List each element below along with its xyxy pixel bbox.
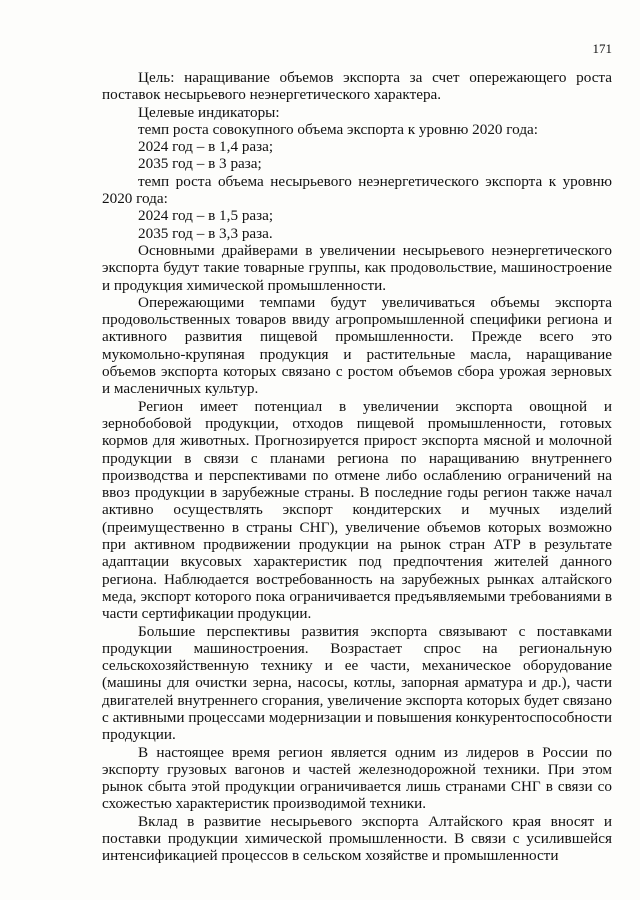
page-number: 171 — [592, 41, 612, 56]
paragraph-chemical: Вклад в развитие несырьевого экспорта Алтайского края вносят и поставки продукции химической промышленности. В связи с усилившейся интенсификацией процессов в сельском хозяйстве и промышленности — [102, 812, 612, 865]
paragraph-drivers: Основными драйверами в увеличении несырьевого неэнергетического экспорта будут такие товарные группы, как продовольствие, машиностроение и продукция химической промышленности. — [102, 241, 612, 294]
indicator-total-2035: 2035 год – в 3 раза; — [138, 155, 262, 173]
goal-paragraph: Цель: наращивание объемов экспорта за счет опережающего роста поставок несырьевого неэнергетического характера. — [102, 69, 612, 104]
paragraph-potential: Регион имеет потенциал в увеличении экспорта овощной и зернобобовой продукции, отходов пищевой промышленности, готовых кормов для животных. Прогнозируется прирост экспорта мясной и молочной продукции в связи с планами региона по наращиванию внутреннего производства и перспективами по отмене либо ослаблению ограничений на ввоз продукции в зарубежные страны. В последние годы регион также начал активно осуществлять экспорт кондитерских и мучных изделий (преимущественно в страны СНГ), увеличение объемов которых возможно при активном продвижении продукции на рынок стран АТР в результате адаптации вкусовых характеристик под предпочтения жителей данного региона. Наблюдается востребованность на зарубежных рынках алтайского меда, экспорт которого пока ограничивается предъявляемыми требованиями в части сертификации продукции. — [102, 397, 612, 623]
indicator-nonraw-export-line1: темп роста объема несырьевого неэнергетического экспорта к уровню — [138, 172, 612, 190]
indicator-total-2024: 2024 год – в 1,4 раза; — [138, 138, 274, 156]
indicators-heading: Целевые индикаторы: — [138, 103, 280, 121]
indicator-nonraw-2024: 2024 год – в 1,5 раза; — [138, 207, 274, 225]
indicator-total-export: темп роста совокупного объема экспорта к уровню 2020 года: — [138, 120, 539, 138]
paragraph-machinery: Большие перспективы развития экспорта связывают с поставками продукции машиностроения. Возрастает спрос на региональную сельскохозяйственную технику и ее части, механическое оборудование (машины для очистки зерна, насосы, котлы, запорная арматура и др.), части двигателей внутреннего сгорания, увеличение экспорта которых будет связано с активными процессами модернизации и повышения конкурентоспособности продукции. — [102, 622, 612, 744]
paragraph-food-export: Опережающими темпами будут увеличиваться объемы экспорта продовольственных товаров ввиду агропромышленной специфики региона и активного развития пищевой промышленности. Прежде всего это мукомольно-крупяная продукция и растительные масла, наращивание объемов экспорта которых связано с ростом объемов сбора урожая зерновых и масленичных культур. — [102, 293, 612, 398]
indicator-nonraw-export — [102, 173, 612, 208]
indicator-nonraw-export-line2: 2020 года: — [102, 190, 168, 208]
body-text — [102, 69, 612, 865]
indicator-nonraw-2035: 2035 год – в 3,3 раза. — [138, 224, 273, 242]
paragraph-railway: В настоящее время регион является одним из лидеров в России по экспорту грузовых вагонов и частей железнодорожной техники. При этом рынок сбыта этой продукции ограничивается лишь странами СНГ в связи со схожестью характеристик производимой техники. — [102, 743, 612, 813]
